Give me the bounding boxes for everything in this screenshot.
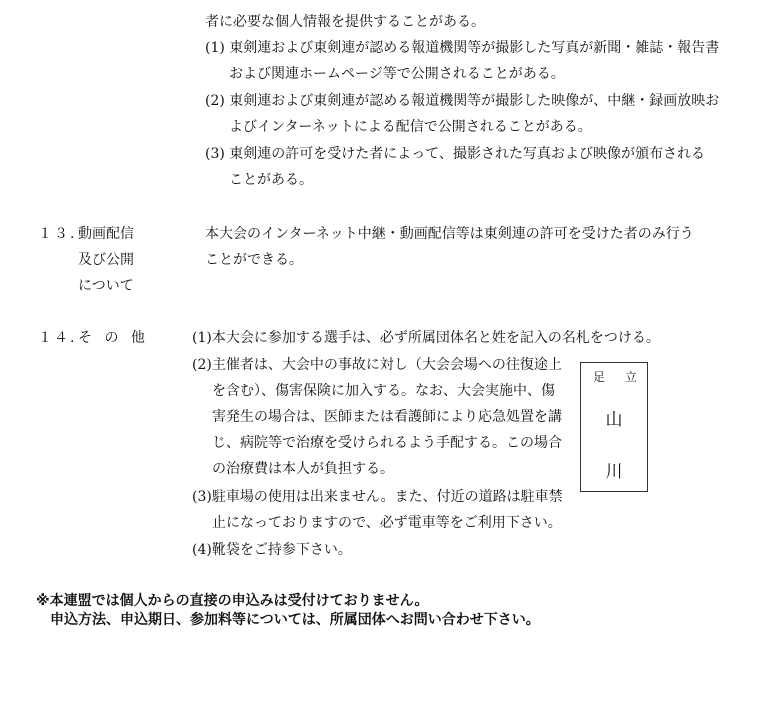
section14-item2-line4: じ、病院等で治療を受けられるよう手配する。この場合 [212, 435, 562, 451]
section13-label-3: について [78, 278, 134, 294]
section13-label-1: 動画配信 [78, 226, 134, 242]
section13-number: １３. [38, 226, 77, 242]
intro-line: 者に必要な個人情報を提供することがある。 [205, 14, 485, 30]
nametag-surname-bottom: 川 [605, 462, 623, 482]
notice-line1: ※本連盟では個人からの直接の申込みは受付けておりません。 [36, 593, 429, 609]
section13-label-2: 及び公開 [78, 252, 134, 268]
section14-item2-line2: を含む）、傷害保険に加入する。なお、大会実施中、傷 [212, 383, 555, 399]
section14-item3-line2: 止になっておりますので、必ず電車等をご利用下さい。 [212, 515, 562, 531]
media-item-3-line1: (3) 東剣連の許可を受けた者によって、撮影された写真および映像が頒布される [205, 146, 705, 162]
nametag-sample [580, 362, 648, 492]
notice-line2: 申込方法、申込期日、参加料等については、所属団体へお問い合わせ下さい。 [50, 612, 540, 628]
section14-item2-line3: 害発生の場合は、医師または看護師により応急処置を講 [212, 409, 562, 425]
media-item-2-line2: よびインターネットによる配信で公開されることがある。 [229, 119, 592, 135]
section14-number: １４. [38, 330, 77, 346]
media-item-1-line1: (1) 東剣連および東剣連が認める報道機関等が撮影した写真が新聞・雑誌・報告書 [205, 40, 720, 56]
section14-item2-line1: (2)主催者は、大会中の事故に対し（大会会場への往復途上 [192, 357, 562, 373]
section14-item2-line5: の治療費は本人が負担する。 [212, 461, 394, 477]
nametag-pref-right: 立 [624, 370, 637, 384]
media-item-2-line1: (2) 東剣連および東剣連が認める報道機関等が撮影した映像が、中継・録画放映お [205, 93, 720, 109]
section14-item1: (1)本大会に参加する選手は、必ず所属団体名と姓を記入の名札をつける。 [192, 330, 660, 346]
section14-item3-line1: (3)駐車場の使用は出来ません。また、付近の道路は駐車禁 [192, 489, 563, 505]
media-item-1-line2: および関連ホームページ等で公開されることがある。 [229, 66, 565, 82]
section14-label: そ の 他 [78, 330, 149, 346]
section14-item4: (4)靴袋をご持参下さい。 [192, 542, 352, 558]
nametag-surname-top: 山 [605, 410, 623, 430]
section13-body-1: 本大会のインターネット中継・動画配信等は東剣連の許可を受けた者のみ行う [205, 226, 694, 242]
section13-body-2: ことができる。 [205, 252, 303, 268]
nametag-pref-left: 足 [593, 370, 606, 384]
media-item-3-line2: ことがある。 [229, 172, 313, 188]
